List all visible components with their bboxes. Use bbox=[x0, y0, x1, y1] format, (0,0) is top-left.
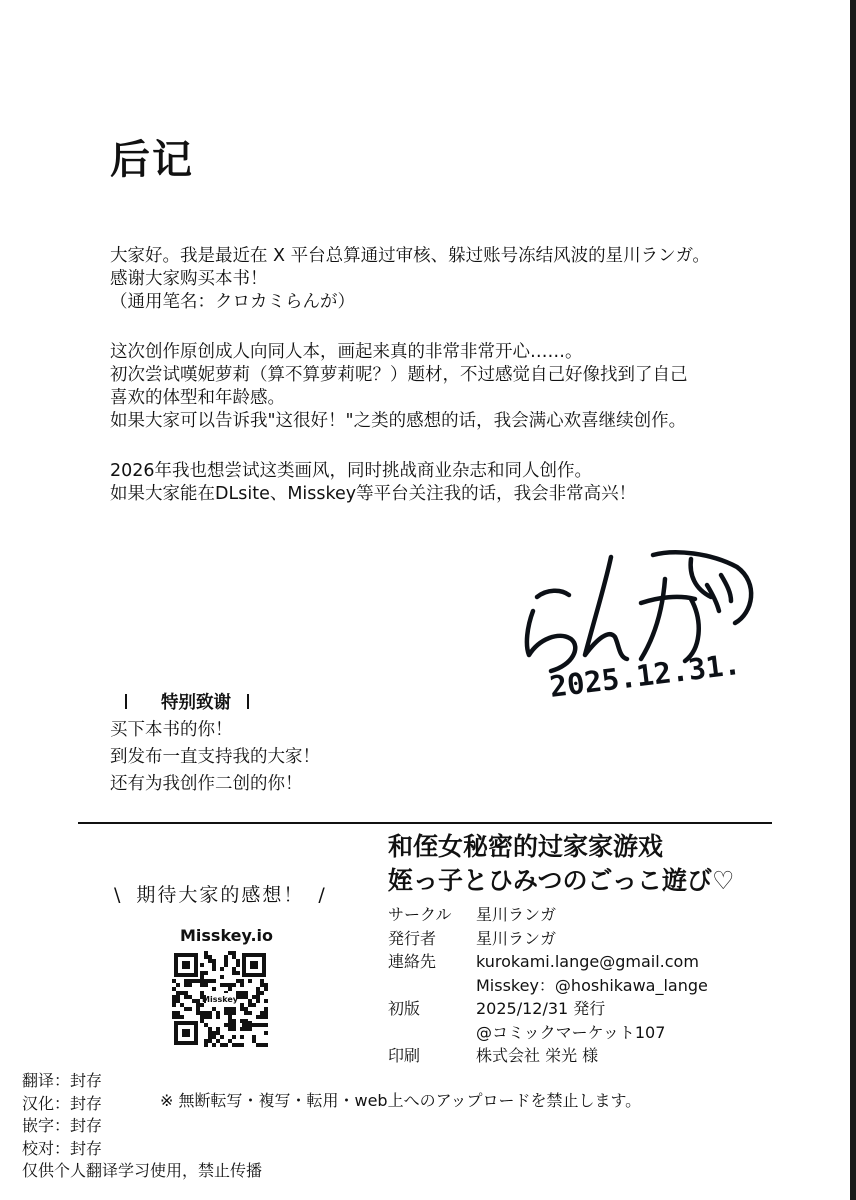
copyright-notice: ※ 無断転写・複写・転用・web上へのアップロードを禁止します。 bbox=[160, 1091, 642, 1110]
intro-paragraph bbox=[110, 245, 710, 314]
body-line: 如果大家可以告诉我"这很好！"之类的感想的话，我会满心欢喜继续创作。 bbox=[110, 411, 687, 431]
intro-line: 大家好。我是最近在 X 平台总算通过审核、躲过账号冻结风波的星川ランガ。 bbox=[110, 246, 710, 266]
colophon-row-contact bbox=[388, 950, 708, 974]
credit-line: 嵌字：封存 bbox=[22, 1116, 103, 1135]
colophon bbox=[388, 903, 708, 1068]
backslash-decoration: \ bbox=[114, 884, 123, 906]
colophon-label: 初版 bbox=[388, 999, 421, 1018]
colophon-row-publisher bbox=[388, 927, 708, 951]
colophon-value: 2025/12/31 発行 bbox=[476, 999, 606, 1018]
book-title-chinese: 和侄女秘密的过家家游戏 bbox=[388, 832, 664, 861]
thanks-line: 到发布一直支持我的大家！ bbox=[110, 747, 320, 767]
colophon-row-first-edition-cont bbox=[388, 1021, 708, 1045]
credit-line: 校对：封存 bbox=[22, 1138, 103, 1158]
qr-label: Misskey.io bbox=[180, 926, 274, 945]
section-divider bbox=[78, 822, 772, 824]
feedback-banner bbox=[100, 880, 341, 907]
colophon-label: 発行者 bbox=[388, 928, 437, 948]
intro-line: （通用笔名：クロカミらんが） bbox=[110, 292, 355, 312]
colophon-label: 連絡先 bbox=[388, 952, 437, 971]
special-thanks-title: 特别致谢 bbox=[161, 693, 231, 713]
thanks-line: 买下本书的你！ bbox=[110, 720, 233, 740]
colophon-value: @コミックマーケット107 bbox=[476, 1022, 666, 1042]
body-line: 初次尝试嘆妮萝莉（算不算萝莉呢？）题材，不过感觉自己好像找到了自己 bbox=[110, 365, 688, 385]
outlook-line: 如果大家能在DLsite、Misskey等平台关注我的话，我会非常高兴！ bbox=[110, 484, 637, 504]
svg-text:Misskey: Misskey bbox=[202, 995, 238, 1004]
signature-date: 2025.12.31. bbox=[547, 646, 743, 704]
page-title: 后记 bbox=[110, 137, 194, 183]
credit-line: 仅供个人翻译学习使用，禁止传播 bbox=[22, 1161, 263, 1180]
credit-line: 翻译：封存 bbox=[22, 1071, 103, 1090]
qr-code-icon[interactable] bbox=[172, 951, 268, 1047]
page-edge-shadow bbox=[850, 0, 856, 1200]
heading-bar-right bbox=[247, 694, 249, 709]
special-thanks bbox=[110, 690, 320, 798]
intro-line: 感谢大家购买本书！ bbox=[110, 269, 268, 289]
colophon-row-printer bbox=[388, 1044, 708, 1068]
heading-bar-left bbox=[125, 694, 127, 709]
colophon-value: Misskey：@hoshikawa_lange bbox=[476, 975, 708, 995]
outlook-line: 2026年我也想尝试这类画风，同时挑战商业杂志和同人创作。 bbox=[110, 461, 593, 481]
colophon-value: kurokami.lange@gmail.com bbox=[476, 952, 699, 971]
book-title bbox=[388, 830, 734, 898]
special-thanks-heading bbox=[110, 690, 320, 717]
colophon-label: サークル bbox=[388, 905, 452, 924]
credit-line: 汉化：封存 bbox=[22, 1093, 103, 1113]
translation-credits bbox=[22, 1070, 262, 1183]
colophon-row-first-edition bbox=[388, 997, 708, 1021]
book-title-japanese: 姪っ子とひみつのごっこ遊び♡ bbox=[388, 866, 735, 895]
colophon-row-circle bbox=[388, 903, 708, 927]
body-paragraph bbox=[110, 341, 688, 433]
colophon-value: 星川ランガ bbox=[476, 905, 557, 924]
thanks-line: 还有为我创作二创的你！ bbox=[110, 774, 303, 794]
body-line: 喜欢的体型和年龄感。 bbox=[110, 388, 285, 408]
body-line: 这次创作原创成人向同人本，画起来真的非常非常开心……。 bbox=[110, 342, 583, 362]
feedback-text: 期待大家的感想！ bbox=[136, 884, 305, 906]
outlook-paragraph bbox=[110, 460, 636, 506]
slash-decoration: / bbox=[318, 884, 327, 906]
colophon-label: 印刷 bbox=[388, 1046, 421, 1065]
handwritten-signature bbox=[515, 545, 760, 715]
colophon-value: 星川ランガ bbox=[476, 928, 557, 948]
colophon-value: 株式会社 栄光 様 bbox=[476, 1046, 599, 1065]
colophon-row-contact-cont bbox=[388, 974, 708, 998]
